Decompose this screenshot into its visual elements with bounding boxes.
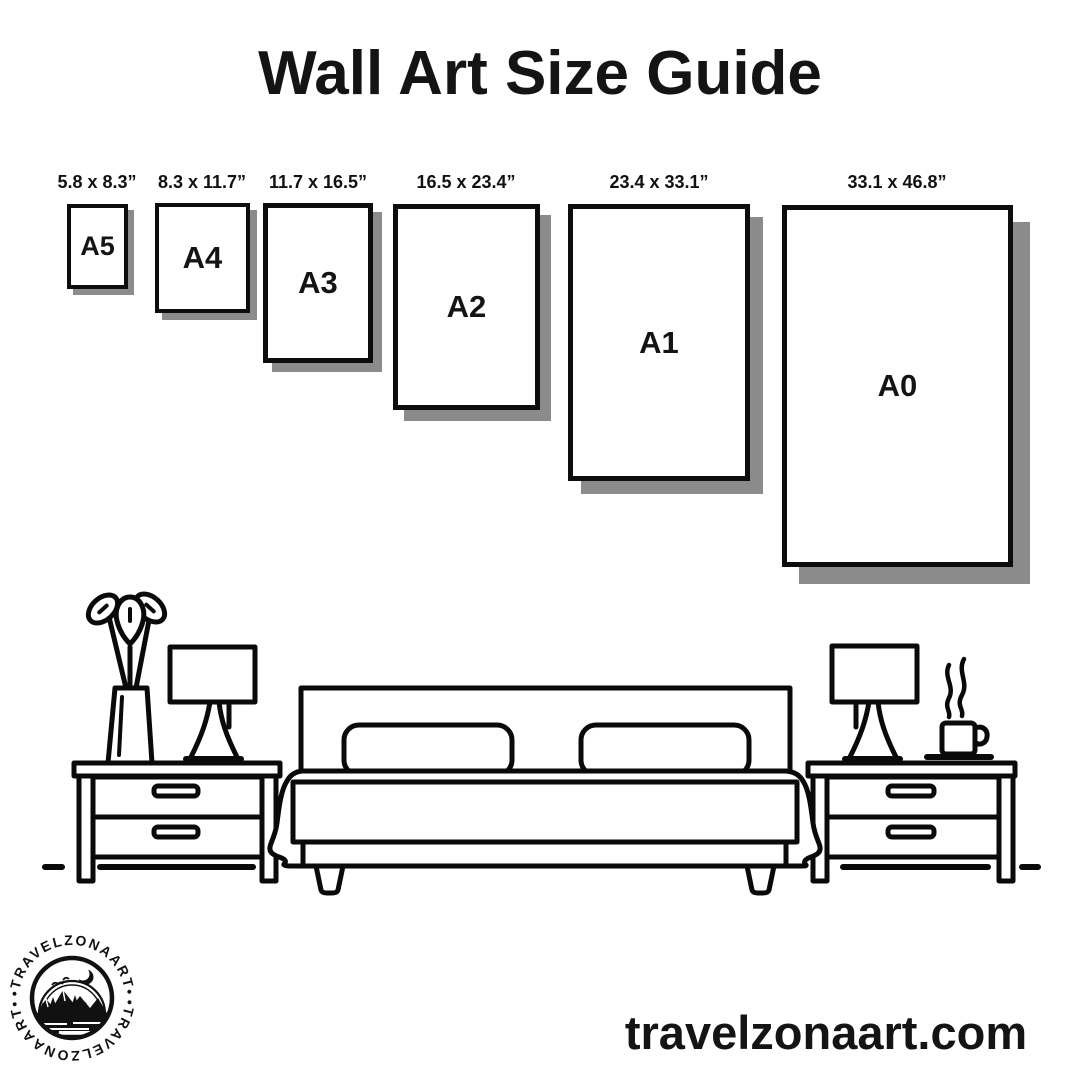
dimension-label-a1: 23.4 x 33.1” bbox=[609, 172, 709, 192]
size-code-a3: A3 bbox=[298, 265, 338, 300]
dimension-label-a4: 8.3 x 11.7” bbox=[157, 172, 247, 192]
logo-arc-text-top: •TRAVELZONAART• bbox=[5, 931, 139, 997]
size-code-a5: A5 bbox=[80, 231, 115, 261]
steam-icon bbox=[947, 665, 951, 717]
dimension-label-a2: 16.5 x 23.4” bbox=[416, 172, 516, 192]
nightstand-right bbox=[808, 763, 1015, 881]
table-lamp-right-icon bbox=[832, 646, 917, 759]
size-box-a3 bbox=[263, 203, 373, 363]
page-title: Wall Art Size Guide bbox=[258, 39, 822, 108]
bed-leg bbox=[747, 866, 774, 893]
size-box-a5 bbox=[67, 204, 128, 289]
pillow-left bbox=[344, 725, 512, 775]
potted-plant-icon bbox=[83, 588, 170, 763]
logo-arc-text-bottom: •TRAVELZONAART• bbox=[5, 999, 139, 1065]
steam-icon bbox=[960, 659, 965, 716]
dimension-label-a0: 33.1 x 46.8” bbox=[847, 172, 947, 192]
nightstand-left bbox=[74, 763, 280, 881]
size-box-a0 bbox=[782, 205, 1013, 567]
bed-leg bbox=[316, 866, 343, 893]
nightstand-right-top bbox=[808, 763, 1015, 776]
vase bbox=[108, 688, 152, 763]
lamp-shade bbox=[832, 646, 917, 702]
lamp-shade bbox=[170, 647, 255, 702]
bedroom-scene-illustration bbox=[0, 585, 1080, 905]
dimension-label-a3: 11.7 x 16.5” bbox=[268, 172, 368, 192]
brand-logo bbox=[4, 924, 144, 1072]
pillow-right bbox=[581, 725, 749, 775]
coffee-cup-icon bbox=[927, 659, 991, 757]
size-box-a1 bbox=[568, 204, 750, 481]
size-code-a2: A2 bbox=[446, 289, 487, 324]
size-box-a4 bbox=[155, 203, 250, 313]
size-box-a2 bbox=[393, 204, 540, 410]
mattress-panel bbox=[293, 782, 797, 842]
size-code-a0: A0 bbox=[877, 368, 918, 403]
double-bed-icon bbox=[270, 688, 820, 893]
table-lamp-left-icon bbox=[170, 647, 255, 759]
size-code-a1: A1 bbox=[639, 324, 679, 360]
nightstand-left-top bbox=[74, 763, 280, 776]
bed-rail bbox=[303, 842, 786, 866]
dimension-label-a5: 5.8 x 8.3” bbox=[57, 172, 137, 192]
size-code-a4: A4 bbox=[182, 240, 223, 275]
website-url: travelzonaart.com bbox=[624, 1006, 1028, 1059]
